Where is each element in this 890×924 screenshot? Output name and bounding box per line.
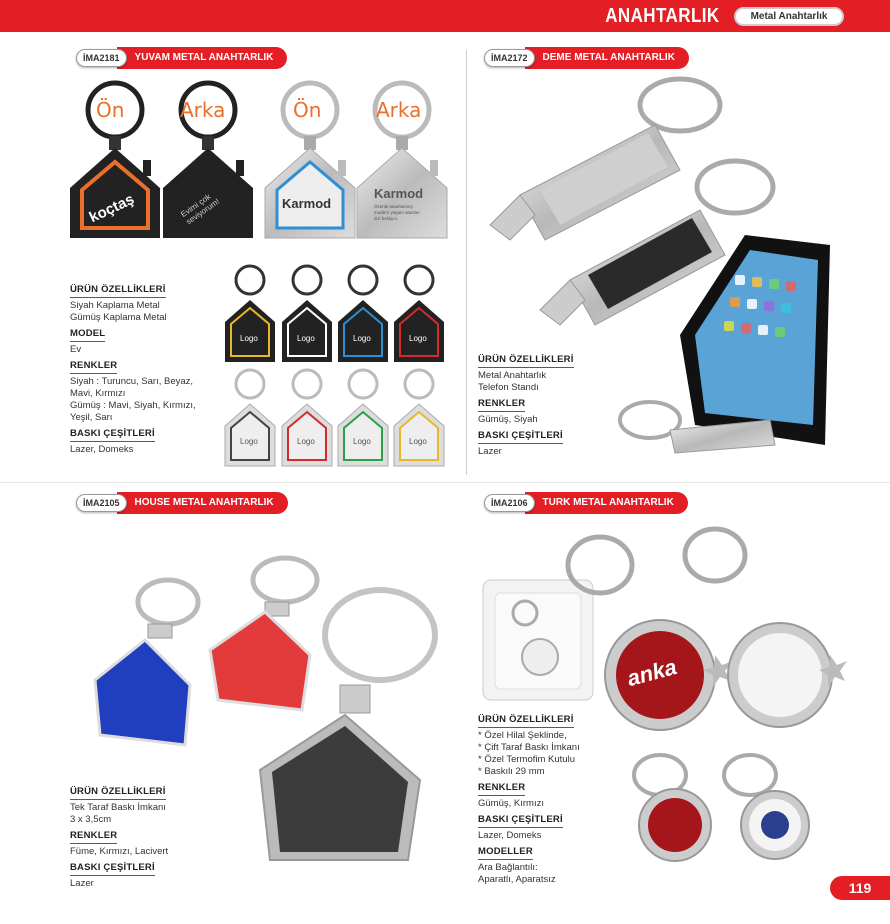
spec-heading: BASKI ÇEŞİTLERİ <box>70 428 155 442</box>
spec-heading: BASKI ÇEŞİTLERİ <box>478 430 563 444</box>
logo-placeholder: Logo <box>353 437 371 446</box>
spec-heading: BASKI ÇEŞİTLERİ <box>70 862 155 876</box>
page-title: ANAHTARLIK <box>605 5 720 27</box>
spec-value: Metal Anahtarlık <box>478 370 547 381</box>
logo-placeholder: Logo <box>240 334 258 343</box>
karmod-logo-text: Karmod <box>374 186 424 201</box>
product-title-ima2172 <box>484 48 689 68</box>
spec-value: Yeşil, Sarı <box>70 412 113 423</box>
product-code: İMA2172 <box>484 49 535 67</box>
spec-heading: MODELLER <box>478 846 533 860</box>
logo-placeholder: Logo <box>297 437 315 446</box>
spec-heading: MODEL <box>70 328 105 342</box>
category-badge: Metal Anahtarlık <box>734 7 844 26</box>
anka-logo-text: anka <box>624 653 680 692</box>
product-title-ima2181 <box>76 48 287 68</box>
spec-value: Ara Bağlantılı: <box>478 862 538 873</box>
spec-heading: ÜRÜN ÖZELLİKLERİ <box>70 786 166 800</box>
spec-value: * Baskılı 29 mm <box>478 766 545 777</box>
spec-value: Tek Taraf Baskı İmkanı <box>70 802 166 813</box>
spec-heading: RENKLER <box>478 782 525 796</box>
spec-value: * Çift Taraf Baskı İmkanı <box>478 742 580 753</box>
logo-placeholder: Logo <box>297 334 315 343</box>
spec-value: Lazer, Domeks <box>70 444 134 455</box>
karmod-small-text: Özenle tasarlanmış modern yaşam alanları sizi bekliyor. <box>374 204 420 221</box>
specs-ima2172 <box>478 350 598 458</box>
product-code: İMA2106 <box>484 494 535 512</box>
spec-value: Lazer, Domeks <box>478 830 542 841</box>
karmod-logo-text: Karmod <box>282 196 332 211</box>
product-title-ima2106 <box>484 493 688 513</box>
koctas-logo-text: koçtaş <box>86 190 137 227</box>
spec-value: Siyah Kaplama Metal <box>70 300 160 311</box>
spec-value: Lazer <box>478 446 502 457</box>
product-code: İMA2105 <box>76 494 127 512</box>
spec-value: Mavi, Kırmızı <box>70 388 126 399</box>
logo-placeholder: Logo <box>409 334 427 343</box>
front-label: Ön <box>293 98 322 122</box>
spec-value: Gümüş : Mavi, Siyah, Kırmızı, <box>70 400 196 411</box>
spec-heading: BASKI ÇEŞİTLERİ <box>478 814 563 828</box>
logo-placeholder: Logo <box>353 334 371 343</box>
spec-heading: ÜRÜN ÖZELLİKLERİ <box>70 284 166 298</box>
horizontal-divider <box>0 482 890 483</box>
spec-value: Lazer <box>70 878 94 889</box>
logo-placeholder: Logo <box>240 437 258 446</box>
spec-value: * Özel Hilal Şeklinde, <box>478 730 567 741</box>
spec-value: Gümüş, Kırmızı <box>478 798 544 809</box>
front-label: Ön <box>96 98 125 122</box>
product-name: YUVAM METAL ANAHTARLIK <box>117 47 288 69</box>
spec-value: Füme, Kırmızı, Lacivert <box>70 846 169 857</box>
vertical-divider <box>466 50 467 475</box>
header-bar <box>0 0 890 32</box>
spec-heading: ÜRÜN ÖZELLİKLERİ <box>478 354 574 368</box>
product-name: DEME METAL ANAHTARLIK <box>525 47 689 69</box>
back-label: Arka <box>376 98 422 122</box>
product-name: TURK METAL ANAHTARLIK <box>525 492 688 514</box>
specs-ima2105 <box>70 782 220 890</box>
spec-value: * Özel Termofim Kutulu <box>478 754 575 765</box>
spec-value: Siyah : Turuncu, Sarı, Beyaz, <box>70 376 194 387</box>
product-code: İMA2181 <box>76 49 127 67</box>
spec-heading: RENKLER <box>70 830 117 844</box>
spec-heading: RENKLER <box>478 398 525 412</box>
slogan-text: Evimi çok seviyorum! <box>179 192 222 227</box>
back-label: Arka <box>180 98 226 122</box>
spec-value: 3 x 3,5cm <box>70 814 112 825</box>
spec-heading: ÜRÜN ÖZELLİKLERİ <box>478 714 574 728</box>
spec-value: Gümüş Kaplama Metal <box>70 312 167 323</box>
specs-ima2181 <box>70 280 220 456</box>
product-title-ima2105 <box>76 493 288 513</box>
spec-value: Gümüş, Siyah <box>478 414 538 425</box>
spec-value: Telefon Standı <box>478 382 539 393</box>
specs-ima2106 <box>478 710 638 886</box>
product-name: HOUSE METAL ANAHTARLIK <box>117 492 288 514</box>
logo-placeholder: Logo <box>409 437 427 446</box>
spec-value: Ev <box>70 344 82 355</box>
spec-value: Aparatlı, Aparatsız <box>478 874 556 885</box>
spec-heading: RENKLER <box>70 360 117 374</box>
page-number: 119 <box>830 876 890 900</box>
